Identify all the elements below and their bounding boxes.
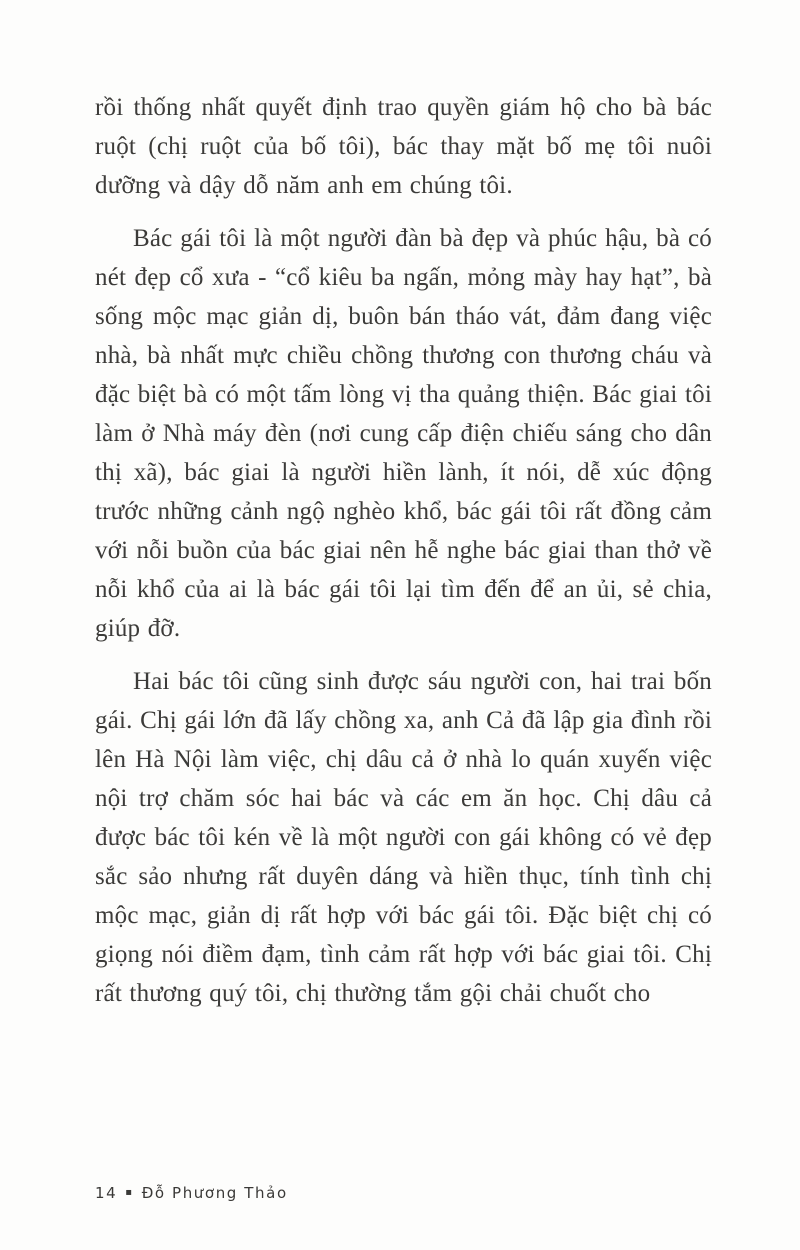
paragraph: Bác gái tôi là một người đàn bà đẹp và phúc hậu, bà có nét đẹp cổ xưa - “cổ kiêu ba ngấn, mỏng mày hay hạt”, bà sống mộc mạc giản dị, buôn bán tháo vát, đảm đang việc nhà, bà nhất mực chiều chồng thương con thương cháu và đặc biệt bà có một tấm lòng vị tha quảng thiện. Bác giai tôi làm ở Nhà máy đèn (nơi cung cấp điện chiếu sáng cho dân thị xã), bác giai là người hiền lành, ít nói, dễ xúc động trước những cảnh ngộ nghèo khổ, bác gái tôi rất đồng cảm với nỗi buồn của bác giai nên hễ nghe bác giai than thở về nỗi khổ của ai là bác gái tôi lại tìm đến để an ủi, sẻ chia, giúp đỡ. bbox=[95, 225, 712, 642]
paragraph-continuation: rồi thống nhất quyết định trao quyền giám hộ cho bà bác ruột (chị ruột của bố tôi), bác thay mặt bố mẹ tôi nuôi dưỡng và dậy dỗ năm anh em chúng tôi. bbox=[95, 94, 712, 199]
page-body-text bbox=[95, 88, 712, 1027]
paragraph: Hai bác tôi cũng sinh được sáu người con, hai trai bốn gái. Chị gái lớn đã lấy chồng xa, anh Cả đã lập gia đình rồi lên Hà Nội làm việc, chị dâu cả ở nhà lo quán xuyến việc nội trợ chăm sóc hai bác và các em ăn học. Chị dâu cả được bác tôi kén về là một người con gái không có vẻ đẹp sắc sảo nhưng rất duyên dáng và hiền thục, tính tình chị mộc mạc, giản dị rất hợp với bác gái tôi. Đặc biệt chị có giọng nói điềm đạm, tình cảm rất hợp với bác giai tôi. Chị rất thương quý tôi, chị thường tắm gội chải chuốt cho bbox=[95, 668, 712, 1007]
author-name: Đỗ Phương Thảo bbox=[141, 1184, 288, 1202]
footer-separator-icon: ▪ bbox=[125, 1186, 134, 1198]
page-number: 14 bbox=[95, 1184, 118, 1202]
page-footer bbox=[95, 1184, 288, 1202]
